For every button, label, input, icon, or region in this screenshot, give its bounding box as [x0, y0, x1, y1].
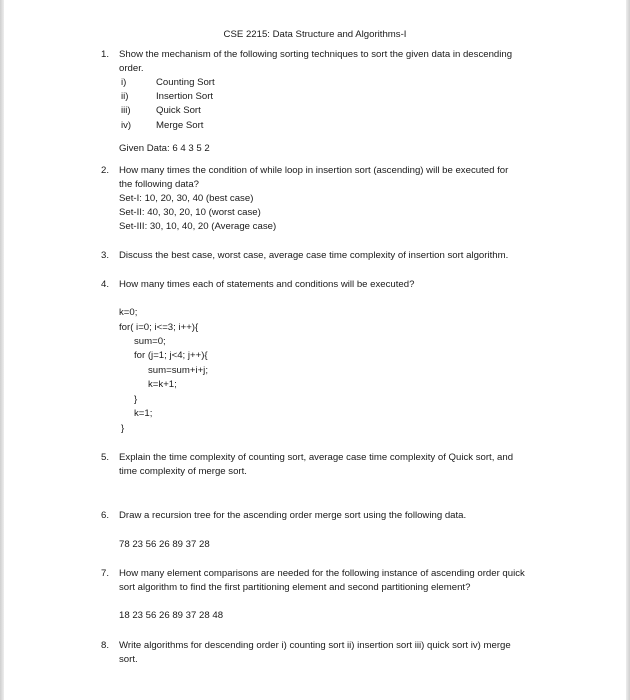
question-5-line-1: Explain the time complexity of counting sort, average case time complexity of Quick sort, and — [119, 452, 514, 463]
q2-set-1: Set-I: 10, 20, 30, 40 (best case) — [119, 193, 254, 204]
question-4-number: 4. — [101, 279, 110, 290]
question-3-line-1: Discuss the best case, worst case, average case time complexity of insertion sort algorithm. — [119, 250, 509, 261]
question-7-line-2: sort algorithm to find the first partitioning element and second partitioning element? — [119, 582, 471, 593]
question-1-line-2: order. — [119, 63, 144, 74]
code-line-6: k=k+1; — [148, 379, 177, 390]
code-line-7: } — [134, 394, 138, 405]
question-2-line-2: the following data? — [119, 179, 200, 190]
code-line-9: } — [121, 423, 125, 434]
q1-item-2-text: Insertion Sort — [156, 91, 214, 102]
q1-item-1-text: Counting Sort — [156, 77, 215, 88]
code-line-3: sum=0; — [134, 336, 166, 347]
code-line-4: for (j=1; j<4; j++){ — [134, 350, 208, 361]
document-title: CSE 2215: Data Structure and Algorithms-I — [223, 29, 407, 40]
question-3-number: 3. — [101, 250, 110, 261]
question-7-number: 7. — [101, 568, 110, 579]
question-1-line-1: Show the mechanism of the following sorting techniques to sort the given data in descending — [119, 49, 513, 60]
question-5-line-2: time complexity of merge sort. — [119, 466, 247, 477]
question-8-line-1: Write algorithms for descending order i) counting sort ii) insertion sort iii) quick sort iv) merge — [119, 640, 511, 651]
question-2-line-1: How many times the condition of while loop in insertion sort (ascending) will be executed for — [119, 165, 509, 176]
q1-item-4-number: iv) — [121, 120, 132, 131]
question-5-number: 5. — [101, 452, 110, 463]
question-1-number: 1. — [101, 49, 110, 60]
question-7-line-1: How many element comparisons are needed for the following instance of ascending order quick — [119, 568, 525, 579]
code-line-8: k=1; — [134, 408, 153, 419]
question-6-line-1: Draw a recursion tree for the ascending order merge sort using the following data. — [119, 510, 467, 521]
question-8-number: 8. — [101, 640, 110, 651]
q2-set-2: Set-II: 40, 30, 20, 10 (worst case) — [119, 207, 261, 218]
q1-item-4-text: Merge Sort — [156, 120, 204, 131]
question-2-number: 2. — [101, 165, 110, 176]
question-8-line-2: sort. — [119, 654, 138, 665]
q7-data: 18 23 56 26 89 37 28 48 — [119, 610, 224, 621]
q1-item-3-text: Quick Sort — [156, 105, 201, 116]
question-6-number: 6. — [101, 510, 110, 521]
q1-item-2-number: ii) — [121, 91, 129, 102]
code-line-5: sum=sum+i+j; — [148, 365, 208, 376]
question-4-line-1: How many times each of statements and conditions will be executed? — [119, 279, 415, 290]
q2-set-3: Set-III: 30, 10, 40, 20 (Average case) — [119, 221, 277, 232]
q1-item-3-number: iii) — [121, 105, 131, 116]
code-line-2: for( i=0; i<=3; i++){ — [119, 322, 199, 333]
q1-given-data: Given Data: 6 4 3 5 2 — [119, 143, 210, 154]
q6-data: 78 23 56 26 89 37 28 — [119, 539, 210, 550]
code-line-1: k=0; — [119, 307, 138, 318]
q1-item-1-number: i) — [121, 77, 127, 88]
